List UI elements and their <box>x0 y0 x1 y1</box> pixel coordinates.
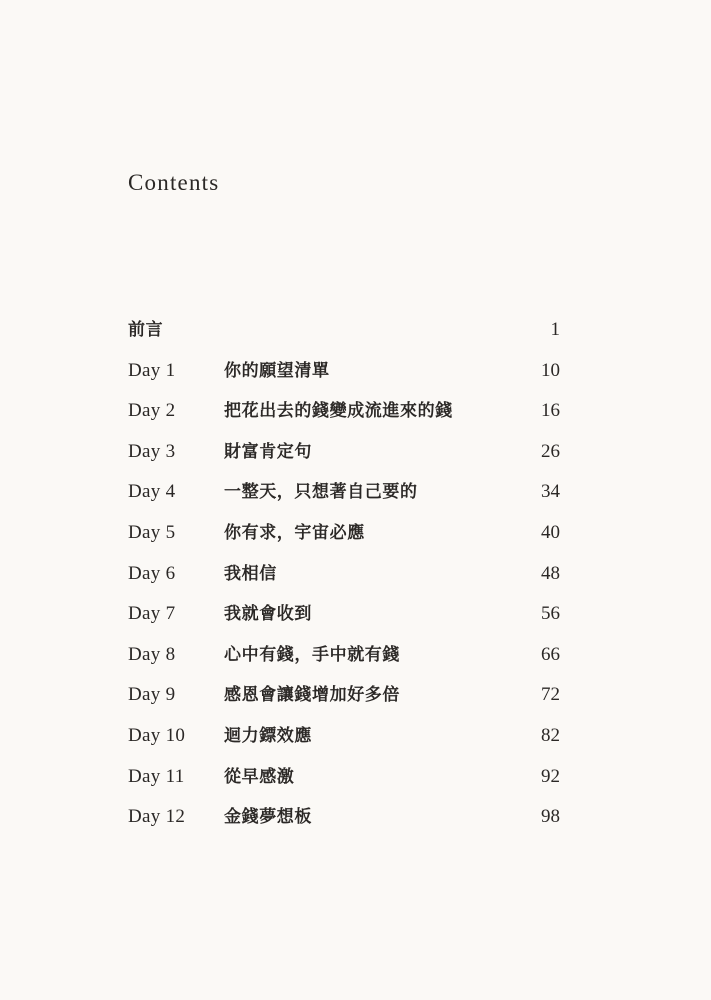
toc-preface-label <box>128 316 163 344</box>
toc-page-number: 34 <box>541 481 560 503</box>
toc-day-label: Day 7 <box>128 603 176 625</box>
toc-page-number: 10 <box>541 359 560 381</box>
toc-row[interactable] <box>128 600 560 641</box>
toc-page-number: 82 <box>541 724 560 746</box>
toc-chapter-title: 你有求，宇宙必應 <box>224 522 365 543</box>
toc-day-label: Day 11 <box>128 765 185 787</box>
toc-row[interactable] <box>128 803 560 844</box>
toc-row[interactable] <box>128 478 560 519</box>
toc-page-number: 72 <box>541 684 560 706</box>
toc-row[interactable] <box>128 763 560 804</box>
toc-row[interactable] <box>128 560 560 601</box>
toc-day-label: Day 2 <box>128 400 176 422</box>
toc-chapter-title: 你的願望清單 <box>224 360 330 381</box>
toc-chapter-title: 財富肯定句 <box>224 441 312 462</box>
toc-row[interactable] <box>128 681 560 722</box>
toc-page-number: 1 <box>550 319 560 340</box>
toc-chapter-title: 把花出去的錢變成流進來的錢 <box>224 401 453 422</box>
toc-chapter-title: 我相信 <box>224 563 277 584</box>
toc-row[interactable] <box>128 641 560 682</box>
toc-row[interactable] <box>128 722 560 763</box>
toc-page-number: 16 <box>541 400 560 422</box>
toc-day-label: Day 6 <box>128 562 176 584</box>
table-of-contents <box>128 316 560 844</box>
toc-day-label: Day 12 <box>128 806 186 828</box>
toc-day-label: Day 8 <box>128 643 176 665</box>
toc-page-number: 56 <box>541 603 560 625</box>
toc-chapter-title: 我就會收到 <box>224 604 312 625</box>
toc-row[interactable] <box>128 397 560 438</box>
toc-day-label: Day 3 <box>128 440 176 462</box>
toc-day-label: Day 5 <box>128 521 176 543</box>
toc-page-number: 92 <box>541 765 560 787</box>
toc-page-number: 40 <box>541 521 560 543</box>
toc-page-number: 98 <box>541 806 560 828</box>
toc-row[interactable] <box>128 519 560 560</box>
toc-row[interactable] <box>128 357 560 398</box>
toc-page-number: 66 <box>541 643 560 665</box>
toc-row[interactable] <box>128 438 560 479</box>
toc-page-number: 48 <box>541 562 560 584</box>
toc-day-label: Day 9 <box>128 684 176 706</box>
toc-row-preface[interactable] <box>128 316 560 357</box>
toc-day-label: Day 4 <box>128 481 176 503</box>
toc-page-number: 26 <box>541 440 560 462</box>
toc-chapter-title: 心中有錢，手中就有錢 <box>224 644 400 665</box>
page-title: Contents <box>128 170 220 195</box>
toc-chapter-title: 金錢夢想板 <box>224 807 312 828</box>
toc-chapter-title: 一整天，只想著自己要的 <box>224 482 418 503</box>
toc-chapter-title: 感恩會讓錢增加好多倍 <box>224 685 400 706</box>
toc-chapter-title: 迴力鏢效應 <box>224 725 312 746</box>
toc-day-label: Day 10 <box>128 724 186 746</box>
toc-chapter-title: 從早感激 <box>224 766 295 787</box>
preface-label-text: 前言 <box>128 320 164 340</box>
toc-day-label: Day 1 <box>128 359 176 381</box>
